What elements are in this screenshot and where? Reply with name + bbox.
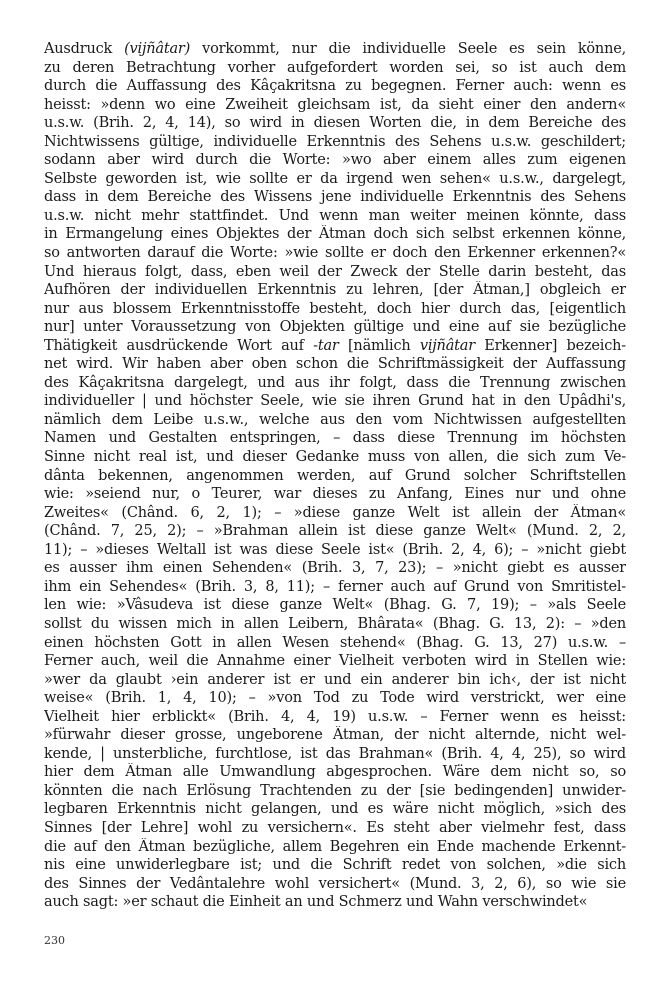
text-line: Aufhören der individuellen Erkenntnis zu lehren, [der Âtman,] obgleich er bbox=[44, 282, 626, 299]
text-line: Selbste geworden ist, wie sollte er da irgend wen sehen« u.s.w., dargelegt, bbox=[44, 170, 626, 187]
text-line: Zweites« (Chând. 6, 2, 1); – »diese ganze Welt ist allein der Âtman« bbox=[44, 504, 626, 521]
text-line: (Chând. 7, 25, 2); – »Brahman allein ist diese ganze Welt« (Mund. 2, 2, bbox=[44, 523, 626, 540]
text-line: Und hieraus folgt, dass, eben weil der Zweck der Stelle darin besteht, das bbox=[44, 263, 626, 280]
text-line: auch sagt: »er schaut die Einheit an und Schmerz und Wahn verschwindet« bbox=[44, 894, 588, 911]
text-line: weise« (Brih. 1, 4, 10); – »von Tod zu Tode wird verstrickt, wer eine bbox=[44, 690, 626, 707]
text-line: Nichtwissens gültige, individuelle Erkenntnis des Sehens u.s.w. geschildert; bbox=[44, 133, 626, 150]
text-line: nur aus blossem Erkenntnisstoffe besteht, doch hier durch das, [eigentlich bbox=[44, 300, 626, 317]
text-line: u.s.w. nicht mehr stattfindet. Und wenn man weiter meinen könnte, dass bbox=[44, 207, 626, 224]
text-line: des Kâçakritsna dargelegt, und aus ihr folgt, dass die Trennung zwischen bbox=[44, 374, 626, 391]
text-line: wie: »seiend nur, o Teurer, war dieses zu Anfang, Eines nur und ohne bbox=[44, 486, 626, 503]
text-line: Thätigkeit ausdrückende Wort auf -tar [nämlich vijñâtar Erkenner] bezeich- bbox=[44, 337, 626, 354]
text-line: dass in dem Bereiche des Wissens jene individuelle Erkenntnis des Sehens bbox=[44, 189, 626, 206]
page-number: 230 bbox=[44, 934, 65, 947]
text-line: in Ermangelung eines Objektes der Âtman doch sich selbst erkennen könne, bbox=[44, 226, 626, 243]
text-line: Vielheit hier erblickt« (Brih. 4, 4, 19) u.s.w. – Ferner wenn es heisst: bbox=[44, 708, 626, 725]
text-line: u.s.w. (Brih. 2, 4, 14), so wird in diesen Worten die, in dem Bereiche des bbox=[44, 115, 626, 132]
text-line: 11); – »dieses Weltall ist was diese Seele ist« (Brih. 2, 4, 6); – »nicht giebt bbox=[44, 541, 626, 558]
text-line: legbaren Erkenntnis nicht gelangen, und es wäre nicht möglich, »sich des bbox=[44, 801, 626, 818]
text-line: Ferner auch, weil die Annahme einer Vielheit verboten wird in Stellen wie: bbox=[44, 653, 626, 670]
text-line: die auf den Âtman bezügliche, allem Begehren ein Ende machende Erkennt- bbox=[44, 838, 626, 855]
text-line: dânta bekennen, angenommen werden, auf Grund solcher Schriftstellen bbox=[44, 467, 626, 484]
text-line: nämlich dem Leibe u.s.w., welche aus den vom Nichtwissen aufgestellten bbox=[44, 411, 626, 428]
text-line: des Sinnes der Vedântalehre wohl versichert« (Mund. 3, 2, 6), so wie sie bbox=[44, 875, 626, 892]
text-line: heisst: »denn wo eine Zweiheit gleichsam ist, da sieht einer den andern« bbox=[44, 96, 626, 113]
text-line: net wird. Wir haben aber oben schon die Schriftmässigkeit der Auffassung bbox=[44, 356, 626, 373]
text-line: einen höchsten Gott in allen Wesen stehend« (Bhag. G. 13, 27) u.s.w. – bbox=[44, 634, 626, 651]
text-line: ihm ein Sehendes« (Brih. 3, 8, 11); – ferner auch auf Grund von Smritistel- bbox=[44, 578, 626, 595]
text-line: Ausdruck (vijñâtar) vorkommt, nur die individuelle Seele es sein könne, bbox=[44, 41, 626, 57]
text-line: nur] unter Voraussetzung von Objekten gültige und eine auf sie bezügliche bbox=[44, 319, 626, 336]
text-line: Sinne nicht real ist, und dieser Gedanke muss von allen, die sich zum Ve- bbox=[44, 449, 626, 466]
text-line: zu deren Betrachtung vorher aufgefordert worden sei, so ist auch dem bbox=[44, 59, 626, 76]
text-line: könnten die nach Erlösung Trachtenden zu der [sie bedingenden] unwider- bbox=[44, 782, 626, 799]
text-line: len wie: »Vâsudeva ist diese ganze Welt« (Bhag. G. 7, 19); – »als Seele bbox=[44, 597, 626, 614]
text-line: »wer da glaubt ›ein anderer ist er und ein anderer bin ich‹, der ist nicht bbox=[44, 671, 626, 688]
text-line: nis eine unwiderlegbare ist; und die Schrift redet von solchen, »die sich bbox=[44, 857, 626, 874]
text-line: es ausser ihm einen Sehenden« (Brih. 3, 7, 23); – »nicht giebt es ausser bbox=[44, 560, 626, 577]
document-page bbox=[44, 40, 626, 912]
text-line: individueller | und höchster Seele, wie sie ihren Grund hat in den Upâdhi's, bbox=[44, 393, 626, 410]
text-line: »fürwahr dieser grosse, ungeborene Âtman, der nicht alternde, nicht wel- bbox=[44, 727, 626, 744]
text-line: so antworten darauf die Worte: »wie sollte er doch den Erkenner erkennen?« bbox=[44, 245, 626, 262]
text-line: Sinnes [der Lehre] wohl zu versichern«. Es steht aber vielmehr fest, dass bbox=[44, 819, 626, 836]
text-line: durch die Auffassung des Kâçakritsna zu begegnen. Ferner auch: wenn es bbox=[44, 78, 626, 95]
text-line: Namen und Gestalten entspringen, – dass diese Trennung im höchsten bbox=[44, 430, 626, 447]
text-line: hier dem Âtman alle Umwandlung abgesprochen. Wäre dem nicht so, so bbox=[44, 764, 626, 781]
text-line: kende, | unsterbliche, furchtlose, ist das Brahman« (Brih. 4, 4, 25), so wird bbox=[44, 745, 626, 762]
text-line: sollst du wissen mich in allen Leibern, Bhârata« (Bhag. G. 13, 2): – »den bbox=[44, 615, 626, 632]
text-line: sodann aber wird durch die Worte: »wo aber einem alles zum eigenen bbox=[44, 152, 626, 169]
